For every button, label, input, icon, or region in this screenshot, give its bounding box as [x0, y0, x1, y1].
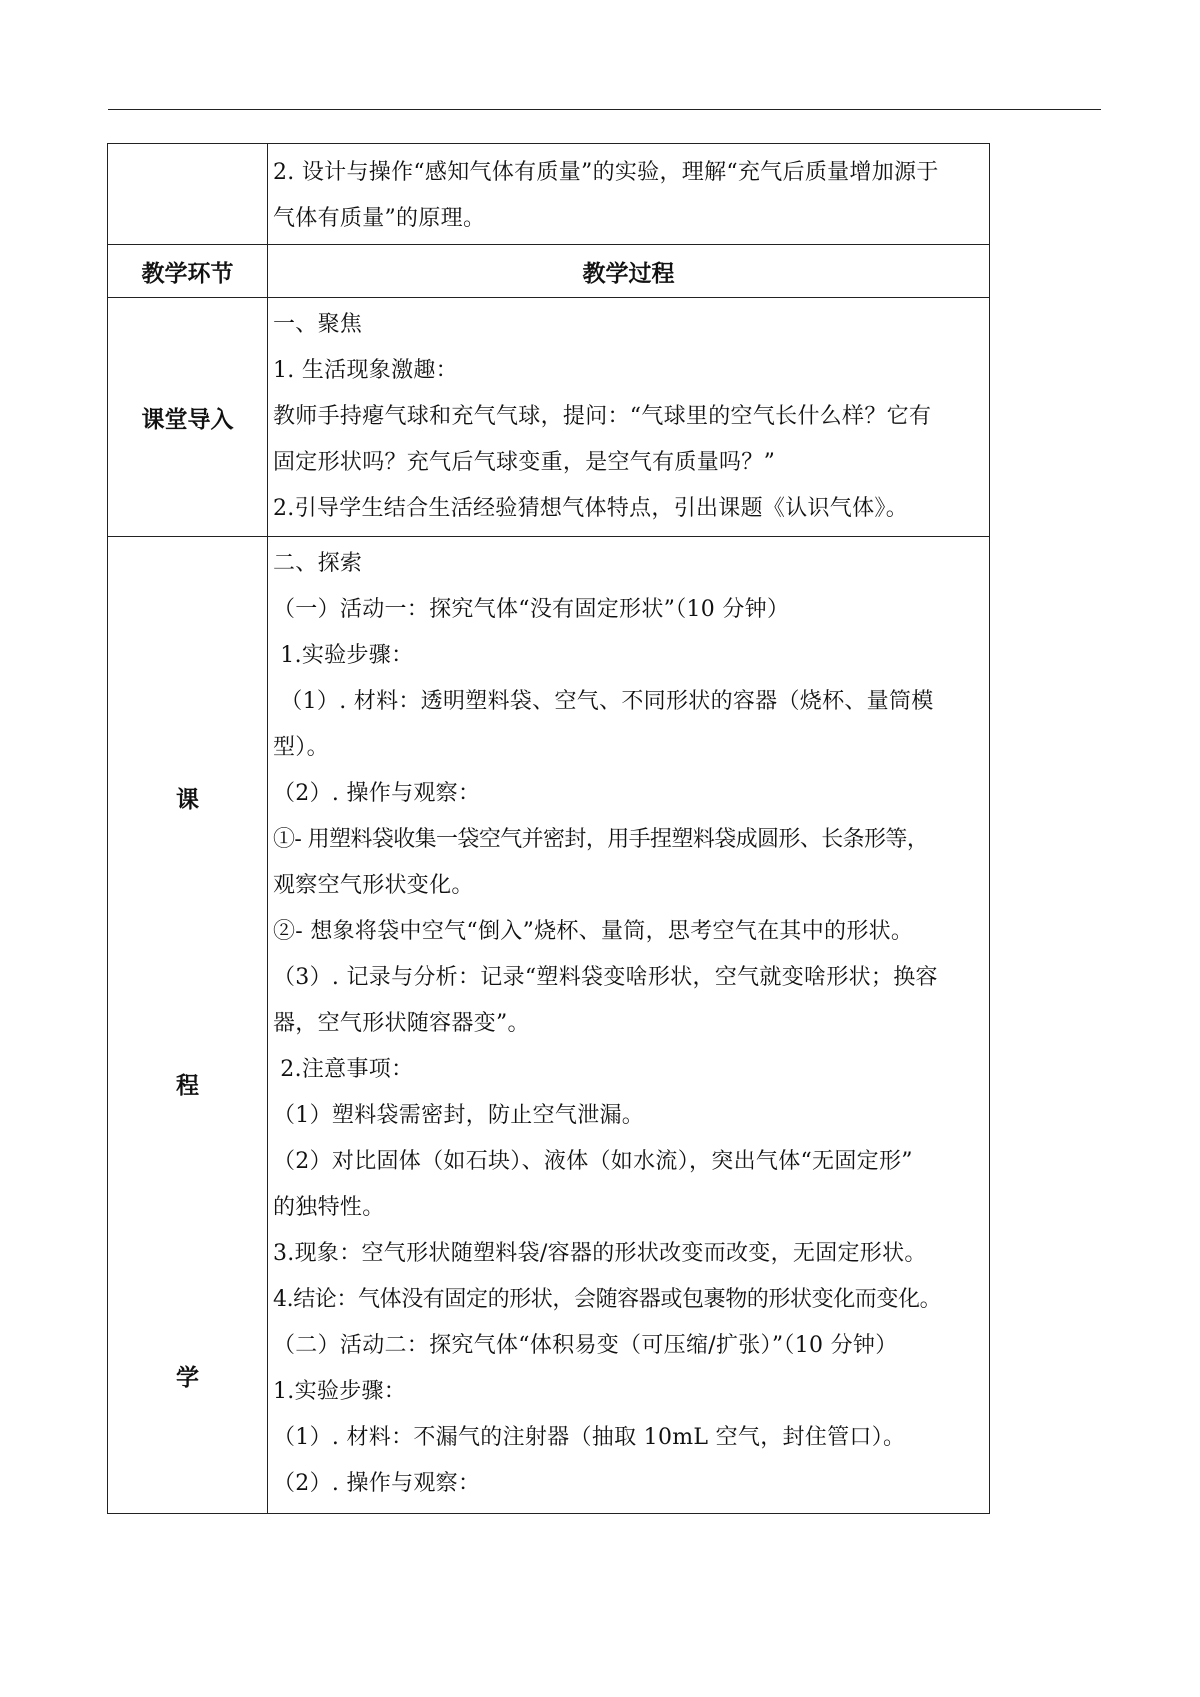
intro-line: 教师手持瘪气球和充气气球，提问：“气球里的空气长什么样？它有 [273, 404, 932, 429]
process-line: （一）活动一：探究气体“没有固定形状”（10 分钟） [273, 597, 790, 622]
process-line: （3）. 记录与分析：记录“塑料袋变啥形状，空气就变啥形状；换容 [273, 965, 938, 990]
header-row [108, 245, 990, 298]
process-line: 1.实验步骤： [273, 1379, 407, 1404]
intro-label-cell [108, 298, 268, 537]
process-line: 型）。 [273, 735, 329, 760]
process-label-char: 学 [176, 1364, 199, 1391]
process-line: ①- 用塑料袋收集一袋空气并密封，用手捏塑料袋成圆形、长条形等， [273, 827, 929, 852]
process-line: 1.实验步骤： [273, 643, 414, 668]
process-line: 器，空气形状随容器变”。 [273, 1011, 530, 1036]
intro-line: 1. 生活现象激趣： [273, 358, 458, 383]
process-line: （2）. 操作与观察： [273, 1471, 481, 1496]
intro-row [108, 298, 990, 537]
process-line: （二）活动二：探究气体“体积易变（可压缩/扩张）”（10 分钟） [273, 1333, 898, 1358]
objectives-line: 2. 设计与操作“感知气体有质量”的实验，理解“充气后质量增加源于 [273, 160, 939, 185]
intro-label: 课堂导入 [141, 405, 234, 433]
process-label-char: 程 [176, 1072, 199, 1099]
process-line: （1）. 材料：不漏气的注射器（抽取 10mL 空气，封住管口）。 [273, 1425, 906, 1450]
process-label-cell [108, 537, 268, 1514]
process-line: （2）对比固体（如石块）、液体（如水流），突出气体“无固定形” [273, 1149, 913, 1174]
column-header-process: 教学过程 [268, 245, 990, 298]
intro-line: 2.引导学生结合生活经验猜想气体特点，引出课题《认识气体》。 [273, 496, 908, 521]
header-rule [108, 109, 1101, 110]
objectives-row [108, 144, 990, 245]
lesson-plan-table [107, 143, 990, 1514]
intro-line: 一、聚焦 [273, 312, 363, 337]
intro-line: 固定形状吗？充气后气球变重，是空气有质量吗？” [273, 450, 776, 475]
process-line: 观察空气形状变化。 [273, 873, 474, 898]
process-label-char: 课 [176, 786, 199, 813]
objectives-cell [268, 144, 990, 245]
process-line: （1）. 材料：透明塑料袋、空气、不同形状的容器（烧杯、量筒模 [273, 689, 934, 714]
process-line: （2）. 操作与观察： [273, 781, 481, 806]
objectives-line: 气体有质量”的原理。 [273, 206, 486, 231]
column-header-stage: 教学环节 [108, 245, 268, 298]
process-line: ②- 想象将袋中空气“倒入”烧杯、量筒，思考空气在其中的形状。 [273, 919, 914, 944]
process-line: 4.结论：气体没有固定的形状，会随容器或包裹物的形状变化而变化。 [273, 1287, 942, 1312]
process-line: 的独特性。 [273, 1195, 385, 1220]
process-content-cell [268, 537, 990, 1514]
process-line: 2.注意事项： [273, 1057, 414, 1082]
objectives-label-cell [108, 144, 268, 245]
process-line: 二、探索 [273, 551, 363, 576]
process-line: 3.现象：空气形状随塑料袋/容器的形状改变而改变，无固定形状。 [273, 1241, 927, 1266]
process-line: （1）塑料袋需密封，防止空气泄漏。 [273, 1103, 645, 1128]
process-row [108, 537, 990, 1514]
intro-content-cell [268, 298, 990, 537]
